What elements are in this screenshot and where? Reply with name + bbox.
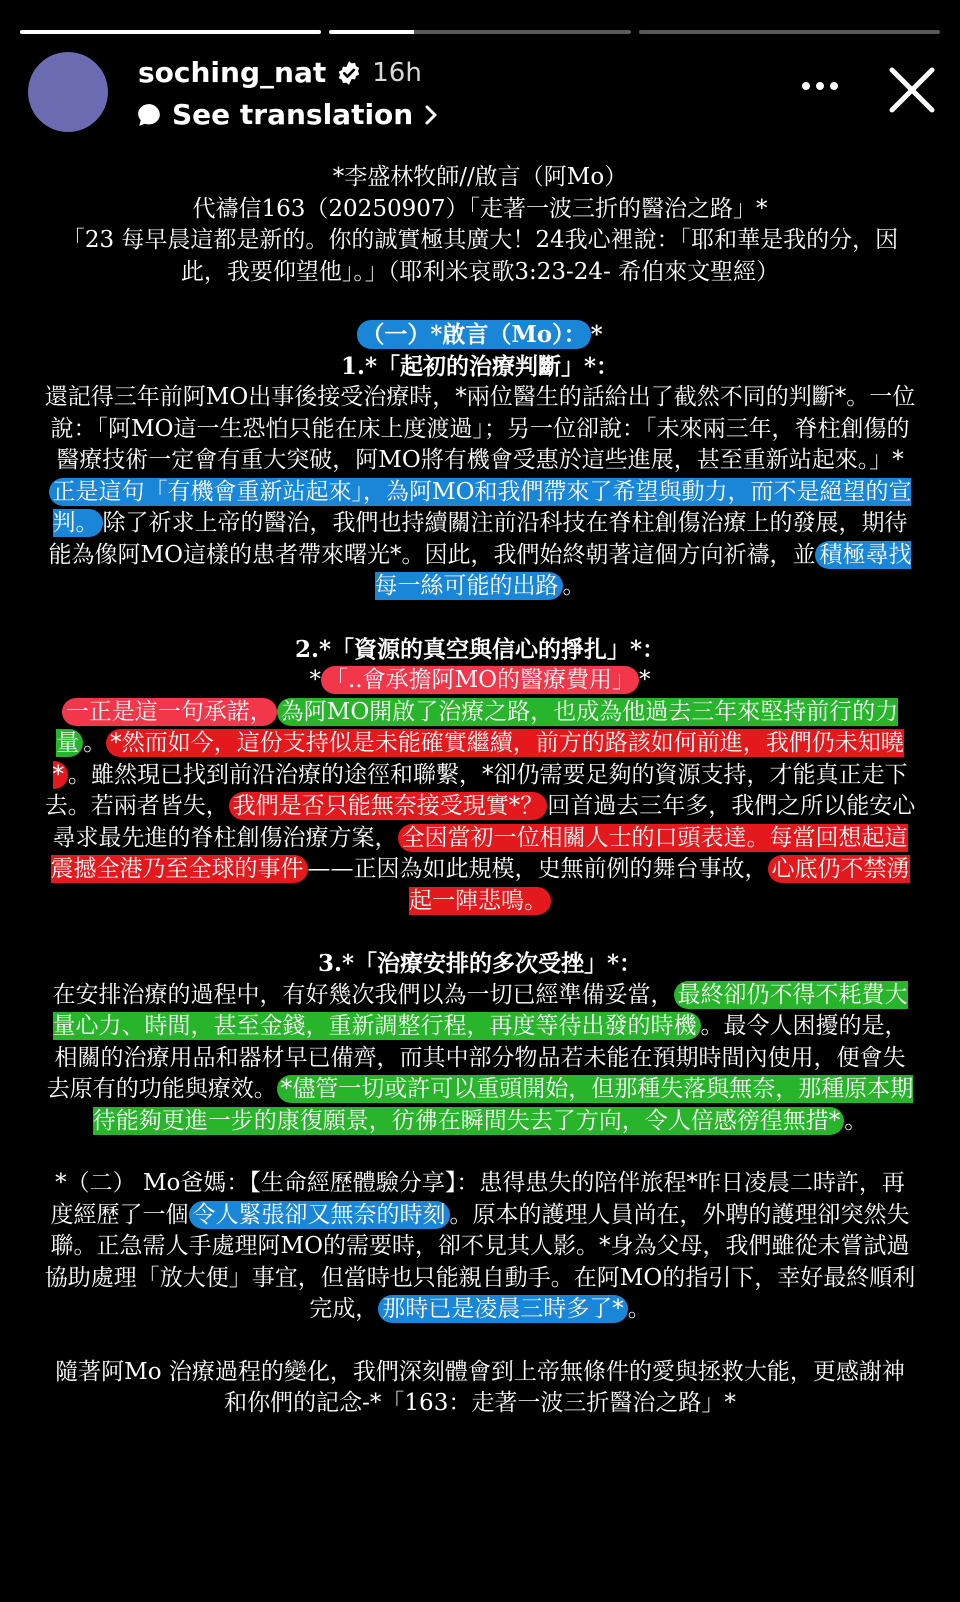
highlight-red: *然而如今，這份支持似是未能確實繼續，前方的路該如何前進，我們仍未知曉* [52,730,904,788]
more-options-icon[interactable] [800,80,840,92]
closing-paragraph: 隨著阿Mo 治療過程的變化，我們深刻體會到上帝無條件的愛與拯救大能，更感謝神和你們的記念-*「163：走著一波三折醫治之路」* [55,1358,905,1416]
story-progress-segment [329,30,630,34]
heading-suffix: * [590,321,603,348]
text-segment: 。原本的護理人員尚在，外聘的護理卻突然失聯。正急需人手處理阿MO的需要時，卻不見其人影。*身為父母，我們雖從未嘗試過協助處理「放大便」事宜，但當時也只能親自動手。在阿MO的指引下，幸好最終順利完成， [44,1201,916,1322]
see-translation-button[interactable] [136,98,439,131]
text-segment: 除了祈求上帝的醫治，我們也持續關注前沿科技在脊柱創傷治療上的發展，期待能為像阿MO這樣的患者帶來曙光*。因此，我們始終朝著這個方向祈禱，並 [48,510,908,568]
story-progress-segment [20,30,321,34]
close-icon[interactable] [884,62,940,118]
highlight-blue: （一）*啟言（Mo）： [357,320,590,349]
story-progress-segment [639,30,940,34]
highlight-green: 為阿MO開啟了治療之路，也成為他過去三年來堅持前行的力量 [56,698,899,756]
avatar[interactable] [28,52,108,132]
section-2-paragraph [44,1168,916,1326]
highlight-green: 最終卻仍不得不耗費大量心力、時間，甚至金錢，重新調整行程，再度等待出發的時機 [52,981,908,1039]
text-segment: 。雖然現已找到前沿治療的途徑和聯繫，*卻仍需要足夠的資源支持，才能真正走下去。若兩者皆失， [44,761,908,819]
highlight-blue: 那時已是凌晨三時多了* [378,1295,628,1323]
post-header-line: 代禱信163（20250907）「走著一波三折的醫治之路」* [192,195,768,222]
section-1-heading [44,319,916,351]
post-time: 16h [372,57,422,88]
highlight-blue: 令人緊張卻又無奈的時刻 [189,1201,450,1229]
text-segment: 在安排治療的過程中，有好幾次我們以為一切已經準備妥當， [52,981,674,1008]
scripture-quote: 「23 每早晨這都是新的。你的誠實極其廣大！24我心裡說：「耶和華是我的分，因此，我要仰望他」。」（耶利米哀歌3:23-24- 希伯來文聖經） [61,227,899,285]
user-row [138,56,422,89]
text-segment: *（二） Mo爸媽：【生命經歷體驗分享】：患得患失的陪伴旅程*昨日凌晨二時許，再度經歷了一個 [50,1170,905,1228]
post-text [44,162,916,1420]
see-translation-label: See translation [172,98,414,131]
highlight-green: *儘管一切或許可以重頭開始，但那種失落與無奈，那種原本期待能夠更進一步的康復願景，彷彿在瞬間失去了方向，令人倍感徬徨無措* [92,1076,914,1134]
highlight-red: 我們是否只能無奈接受現實*？ [229,792,548,820]
story-progress-bar [20,30,940,34]
text-segment: 回首過去三年多，我們之所以能安心尋求最先進的脊柱創傷治療方案， [52,793,916,851]
text-segment: 。最令人困擾的是，相關的治療用品和器材早已備齊，而其中部分物品若未能在預期時間內使用，便會失去原有的功能與療效。 [46,1013,908,1102]
point-3-paragraph [44,980,916,1138]
text-segment: 。 [627,1296,651,1322]
highlight-red: 全因當初一位相關人士的口頭表達。每當回想起這震撼全港乃至全球的事件 [50,824,908,882]
story-progress-fill [20,30,321,34]
highlight-blue: 正是這句「有機會重新站起來」，為阿MO和我們帶來了希望與動力，而不是絕望的宣判。 [49,478,912,538]
highlight-pink: 一正是這一句承諾， [62,698,277,726]
point-3-title: 3.*「治療安排的多次受挫」*： [317,950,643,977]
highlight-pink: 「..會承擔阿MO的醫療費用」 [321,666,639,694]
highlight-blue: 積極尋找每一絲可能的出路 [374,541,912,599]
point-2-title: 2.*「資源的真空與信心的掙扎」*： [294,635,666,663]
verified-badge-icon [336,60,362,86]
speech-bubble-icon [136,102,162,128]
text-segment: * [309,667,321,693]
text-segment: 。 [844,1107,868,1134]
text-segment: ——正因為如此規模，史無前例的舞台事故， [307,856,768,882]
story-header [28,52,940,132]
point-2-paragraph [44,665,916,917]
text-segment: 。 [83,730,107,756]
point-1-paragraph [44,382,916,603]
text-segment: 。 [562,573,586,599]
chevron-right-icon [423,104,439,126]
story-progress-fill [329,30,413,34]
text-segment: * [639,667,651,693]
point-1-title: 1.*「起初的治療判斷」*： [340,352,620,380]
text-segment: 還記得三年前阿MO出事後接受治療時，*兩位醫生的話給出了截然不同的判斷*。一位說：「阿MO這一生恐怕只能在床上度渡過」；另一位卻說：「未來兩三年，脊柱創傷的醫療技術一定會有重大突破，阿MO將有機會受惠於這些進展，甚至重新站起來。」* [44,384,916,473]
post-header-line: *李盛林牧師//啟言（阿Mo） [332,164,628,190]
username[interactable]: soching_nat [138,56,327,89]
highlight-red: 心底仍不禁湧起一陣悲鳴。 [409,856,910,914]
